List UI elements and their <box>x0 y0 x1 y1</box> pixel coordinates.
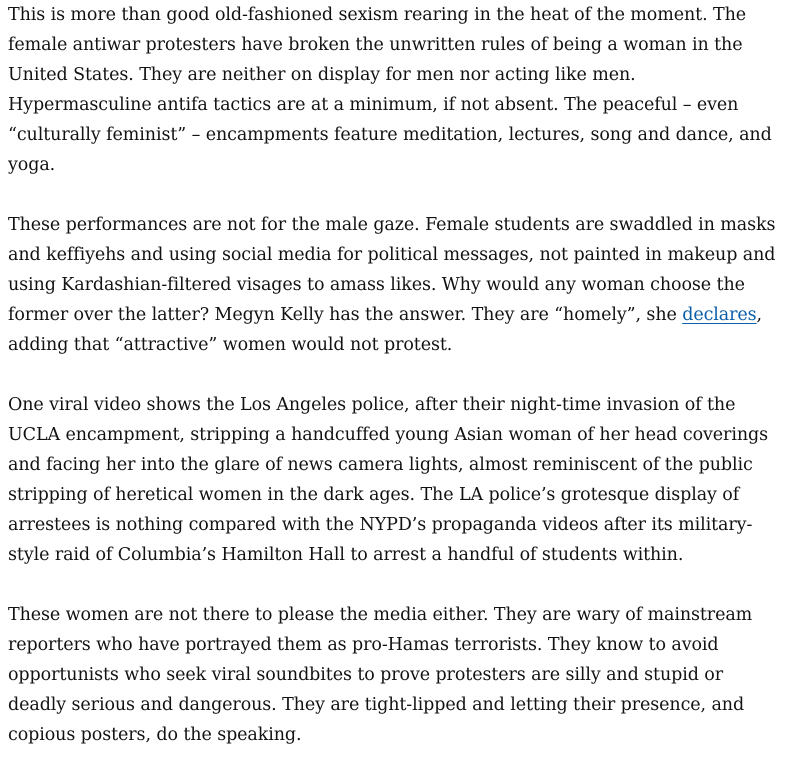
text-line: These performances are not for the male gaze. Female students are swaddled in masks <box>8 215 776 235</box>
paragraph-2 <box>8 210 784 360</box>
paragraph-1 <box>8 0 784 180</box>
text-line: opportunists who seek viral soundbites to prove protesters are silly and stupid or <box>8 665 723 685</box>
text-line: reporters who have portrayed them as pro-Hamas terrorists. They know to avoid <box>8 635 719 655</box>
text-line: Hypermasculine antifa tactics are at a minimum, if not absent. The peaceful – even <box>8 95 739 115</box>
text-segment: , <box>756 305 762 325</box>
text-line: and facing her into the glare of news camera lights, almost reminiscent of the public <box>8 455 753 475</box>
text-line: These women are not there to please the media either. They are wary of mainstream <box>8 605 753 625</box>
text-line: yoga. <box>8 155 56 175</box>
text-line: “culturally feminist” – encampments feature meditation, lectures, song and dance, and <box>8 125 772 145</box>
text-line: UCLA encampment, stripping a handcuffed young Asian woman of her head coverings <box>8 425 768 445</box>
text-line: stripping of heretical women in the dark ages. The LA police’s grotesque display of <box>8 485 740 505</box>
declares-link[interactable]: declares <box>682 305 757 325</box>
paragraph-3 <box>8 390 784 570</box>
text-line: female antiwar protesters have broken the unwritten rules of being a woman in the <box>8 35 743 55</box>
text-line: One viral video shows the Los Angeles police, after their night-time invasion of the <box>8 395 736 415</box>
text-line: deadly serious and dangerous. They are tight-lipped and letting their presence, and <box>8 695 745 715</box>
text-line: and keffiyehs and using social media for political messages, not painted in makeup and <box>8 245 776 265</box>
text-line: This is more than good old-fashioned sexism rearing in the heat of the moment. The <box>8 5 746 25</box>
text-line: style raid of Columbia’s Hamilton Hall to arrest a handful of students within. <box>8 545 684 565</box>
text-segment: former over the latter? Megyn Kelly has the answer. They are “homely”, she <box>8 305 683 325</box>
paragraph-4 <box>8 600 784 750</box>
text-line-with-link <box>8 300 784 330</box>
text-line: United States. They are neither on display for men nor acting like men. <box>8 65 636 85</box>
paragraph-spacer <box>8 360 784 390</box>
article-body <box>8 0 784 750</box>
paragraph-spacer <box>8 570 784 600</box>
text-line: adding that “attractive” women would not protest. <box>8 335 453 355</box>
text-line: using Kardashian-filtered visages to amass likes. Why would any woman choose the <box>8 275 745 295</box>
text-line: arrestees is nothing compared with the NYPD’s propaganda videos after its military- <box>8 515 753 535</box>
paragraph-spacer <box>8 180 784 210</box>
text-line: copious posters, do the speaking. <box>8 725 302 745</box>
